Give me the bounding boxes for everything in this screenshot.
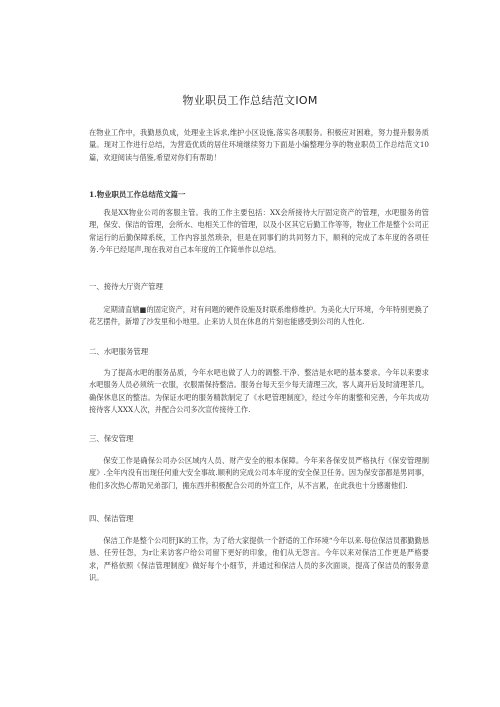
document-title: 物业职员工作总结范文IOM [182, 94, 318, 107]
heading-reception-assets: 一、接待大厅资产管理 [89, 282, 163, 291]
heading-4-block [89, 513, 429, 525]
intro-paragraph-block [89, 127, 429, 164]
heading-waterbar-service: 二、水吧服务管理 [89, 347, 149, 356]
heading-cleaning: 四、保洁管理 [89, 514, 134, 523]
paragraph-3: 为了提高水吧的服务品质，今年水吧也做了人力的调整.干净、整洁是水吧的基本要求。今年以来要求水吧服务人员必须统一衣服，衣服需保持整洁。服务台每天至少每天清理三次，客人离开后及时清理茶几，确保休息区的整洁。为保证水吧的服务精款制定了《水吧管理制度》，经过今年的谢整和完善，今年共成功接待客人XXX人次，并配合公司多次宣传接待工作. [89, 368, 429, 415]
heading-1-block [89, 281, 429, 293]
heading-security: 三、保安管理 [89, 434, 134, 443]
paragraph-3-block [89, 367, 429, 417]
paragraph-2: 定期清直辖■的固定资产，对有问题的硬件设施及时联系维修维护。为美化大厅环境，今年特别更换了花艺摆件，新增了沙发里和小地里。止来访人员在休息的片刻也能感受到公司的人性化. [89, 305, 429, 327]
paragraph-2-block [89, 304, 429, 329]
paragraph-1: 我是XX物业公司的客服主管。我的工作主要包括：XX会所接待大厅固定资产的管理，水吧服务的管理，保安、保洁的管理，会所水、电相关工作的管理，以及小区其它后勤工作等等，物业工作是整个公司正常运行的后勤保障系统，工作内容虽然琐杂，但是在同事们的共同努力下，顺利的完成了本年度的各项任务.今年已经尾声,现在我对自己本年度的工作简单作以总结。 [89, 208, 429, 255]
paragraph-4: 保安工作是确保公司办公区域内人员、财产安全的根本保障。今年来各保安员严格执行《保安管理制度》.全年内没有出现任何重大安全事故.顺利的完成公司本年度的安全保卫任务。因为保安部都是男同事，他们多次热心帮助兄弟部门，搬东西并积极配合公司的外宣工作，从不言累，在此我也十分感谢他们. [89, 456, 429, 490]
section-title-block [89, 189, 429, 201]
paragraph-1-block [89, 207, 429, 257]
paragraph-5-block [89, 535, 429, 585]
heading-3-block [89, 433, 429, 445]
paragraph-5: 保洁工作是整个公司肝JK的工作，为了给大家提供一个舒适的工作环境“今年以来.每位保洁员都勤勤恳恳、任劳任怨，为r让来访客户给公司留下更好的印象，他们从无怨言。今年以来对保洁工作更是严格要求，严格依照《保洁管理制度》做好每个小细节，并通过和保洁人员的多次面谈，提高了保洁员的服务意识。 [89, 536, 429, 583]
paragraph-4-block [89, 455, 429, 492]
intro-paragraph: 在物业工作中，我勤恳负成，处理业主诉求,维护小区设施,落实各项服务。积极应对困难，努力提升服务质量。现对工作进行总结，为营造优质的居住环境继续努力下面是小编整理分享的物业职员工作总结范文10篇，欢迎阅读与借鉴,希望对你们有帮助！ [89, 128, 429, 162]
section-title: 1.物业职员工作总结范文篇一 [89, 190, 186, 199]
heading-2-block [89, 346, 429, 358]
